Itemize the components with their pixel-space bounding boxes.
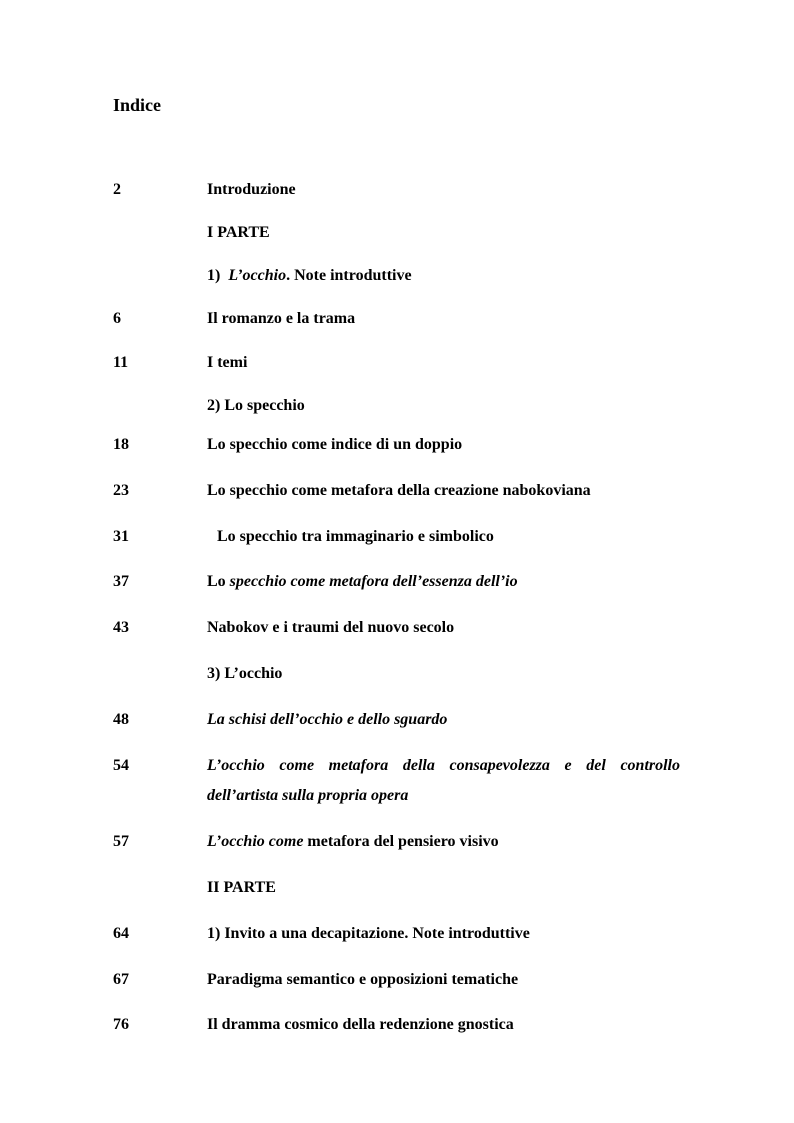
toc-title: Lo specchio come metafora dell’essenza dell’io — [207, 573, 518, 590]
toc-title: L’occhio come metafora del pensiero visivo — [207, 833, 499, 850]
toc-page-number: 57 — [113, 833, 129, 850]
toc-page-number: 37 — [113, 573, 129, 590]
toc-title: I temi — [207, 354, 248, 371]
toc-title: 2) Lo specchio — [207, 397, 305, 414]
index-heading: Indice — [113, 95, 162, 115]
toc-page-number: 6 — [113, 310, 121, 327]
toc-title: I PARTE — [207, 224, 270, 241]
toc-page-number: 23 — [113, 482, 129, 499]
toc-page-number: 2 — [113, 181, 121, 198]
toc-page-number: 31 — [113, 528, 129, 545]
toc-page-number: 54 — [113, 757, 129, 774]
toc-title: Lo specchio tra immaginario e simbolico — [217, 528, 494, 545]
toc-title: Lo specchio come metafora della creazione nabokoviana — [207, 482, 591, 499]
toc-title: La schisi dell’occhio e dello sguardo — [207, 711, 448, 728]
toc-title: 1) L’occhio. Note introduttive — [207, 267, 412, 284]
toc-page-number: 76 — [113, 1016, 129, 1033]
toc-title: Introduzione — [207, 181, 296, 198]
toc-title: L’occhio come metafora della consapevolezza e del controllo dell’artista sulla propria opera — [207, 757, 680, 804]
toc-title: Paradigma semantico e opposizioni tematiche — [207, 971, 519, 988]
toc-title: Nabokov e i traumi del nuovo secolo — [207, 619, 455, 636]
toc-page-number: 67 — [113, 971, 129, 988]
toc-page-number: 11 — [113, 354, 129, 371]
toc-title: 1) Invito a una decapitazione. Note introduttive — [207, 925, 530, 942]
toc-title: Lo specchio come indice di un doppio — [207, 436, 463, 453]
toc-page-number: 64 — [113, 925, 129, 942]
toc-title: Il romanzo e la trama — [207, 310, 356, 327]
toc-page-number: 48 — [113, 711, 129, 728]
toc-page-number: 18 — [113, 436, 129, 453]
toc-title: II PARTE — [207, 879, 276, 896]
toc-page-number: 43 — [113, 619, 129, 636]
toc-title: 3) L’occhio — [207, 665, 283, 682]
toc-title: Il dramma cosmico della redenzione gnostica — [207, 1016, 514, 1033]
